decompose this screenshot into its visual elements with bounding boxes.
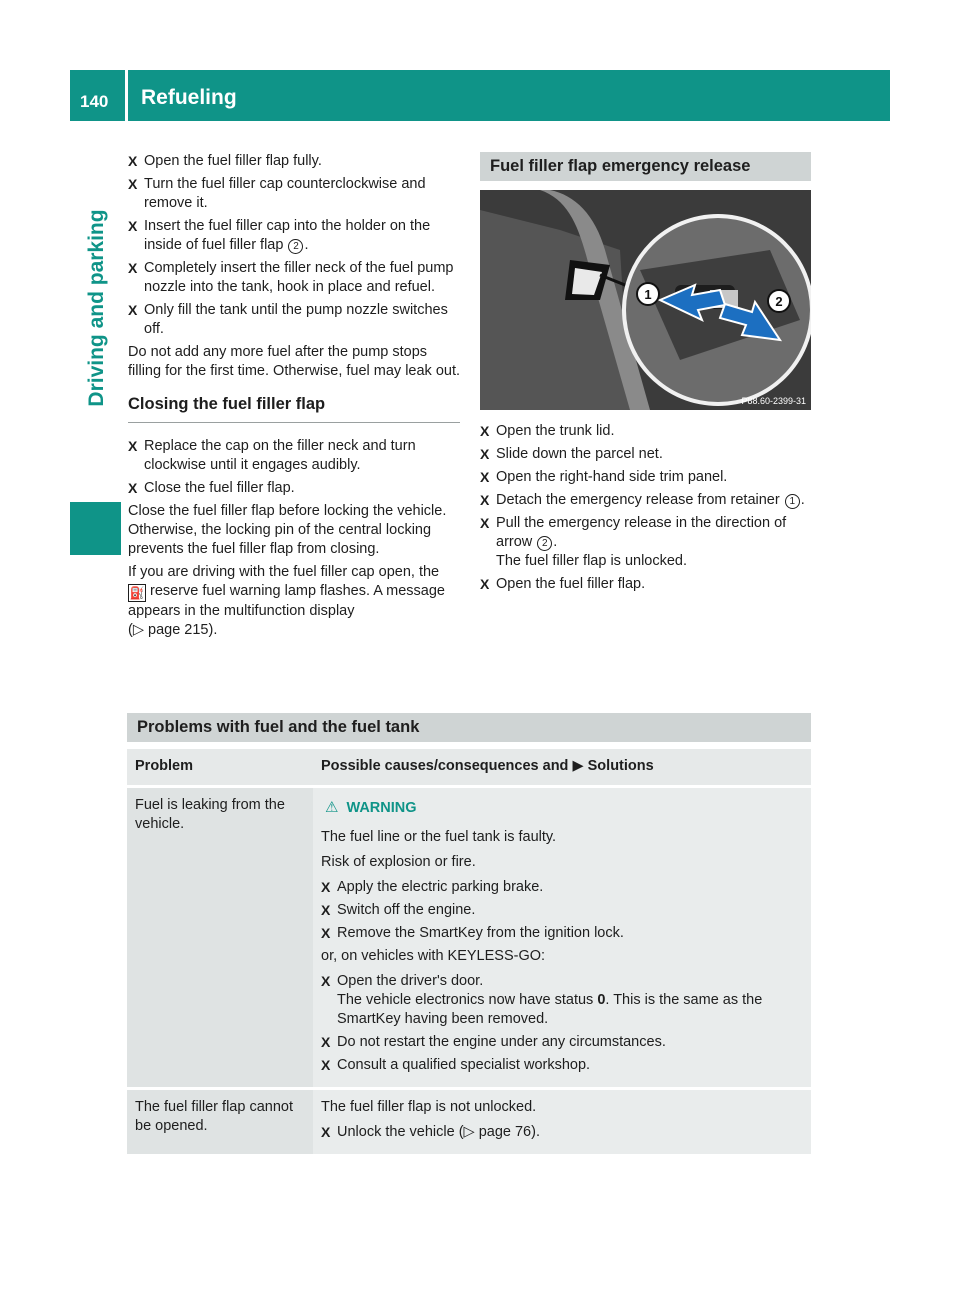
step-arrow-icon: X	[128, 218, 138, 234]
step: X Do not restart the engine under any circumstances.	[321, 1034, 666, 1050]
step-arrow-icon: X	[321, 1124, 331, 1140]
column-header-causes: Possible causes/consequences and ▶ Solutions	[313, 749, 811, 785]
solution-arrow-icon: ▶	[572, 758, 584, 774]
table-header-row	[127, 749, 811, 785]
side-tab-label: Driving and parking	[85, 209, 108, 407]
paragraph: The fuel filler flap is not unlocked.	[321, 1099, 537, 1115]
step: X Slide down the parcel net.	[480, 446, 663, 462]
paragraph: or, on vehicles with KEYLESS-GO:	[321, 948, 546, 964]
problems-table	[127, 746, 811, 1157]
emergency-release-heading-box	[480, 152, 811, 181]
callout-number: 1	[785, 494, 800, 509]
step: X Open the fuel filler flap fully.	[128, 153, 322, 169]
step-result: The fuel filler flap is unlocked.	[496, 553, 688, 569]
column-header-problem: Problem	[127, 749, 313, 785]
step-arrow-icon: X	[128, 438, 138, 454]
problem-cell: The fuel filler flap cannot be opened.	[127, 1090, 313, 1154]
problems-heading: Problems with fuel and the fuel tank	[137, 718, 420, 736]
step: X Apply the electric parking brake.	[321, 879, 544, 895]
callout-number: 2	[288, 239, 303, 254]
emergency-release-photo	[480, 190, 811, 410]
paragraph: Risk of explosion or fire.	[321, 854, 476, 870]
step: X Turn the fuel filler cap counterclockwise and remove it.	[128, 176, 426, 211]
step: X Switch off the engine.	[321, 902, 476, 918]
step: X Replace the cap on the filler neck and turn clockwise until it engages audibly.	[128, 438, 416, 473]
step: X Open the driver's door. The vehicle electronics now have status 0. This is the same as the SmartKey having been removed.	[321, 973, 763, 1027]
trunk-photo-illustration	[480, 190, 811, 410]
step-arrow-icon: X	[128, 260, 138, 276]
page-number: 140	[80, 92, 109, 111]
paragraph: The fuel line or the fuel tank is faulty.	[321, 829, 557, 845]
step-arrow-icon: X	[321, 879, 331, 895]
table-row	[127, 1090, 811, 1154]
right-column	[480, 422, 812, 598]
page-reference: (▷ page 215).	[128, 622, 218, 638]
step-arrow-icon: X	[128, 153, 138, 169]
step: X Consult a qualified specialist workshop.	[321, 1057, 591, 1073]
step-arrow-icon: X	[321, 925, 331, 941]
callout-number: 2	[537, 536, 552, 551]
step-arrow-icon: X	[128, 176, 138, 192]
step: X Detach the emergency release from retainer 1 .	[480, 492, 805, 508]
paragraph: Do not add any more fuel after the pump stops filling for the first time. Otherwise, fuel may leak out.	[128, 344, 461, 379]
fuel-pump-icon: ⛽	[129, 586, 145, 600]
problems-heading-box	[127, 713, 811, 742]
problem-cell: Fuel is leaking from the vehicle.	[127, 788, 313, 1087]
step: X Pull the emergency release in the direction of arrow 2 . The fuel filler flap is unlocked.	[480, 515, 787, 569]
step-arrow-icon: X	[321, 1034, 331, 1050]
step: X Open the right-hand side trim panel.	[480, 469, 728, 485]
step-arrow-icon: X	[480, 492, 490, 508]
step-arrow-icon: X	[321, 973, 331, 989]
step: X Only fill the tank until the pump nozzle switches off.	[128, 302, 448, 337]
causes-cell	[313, 788, 811, 1087]
table-row	[127, 788, 811, 1087]
causes-cell	[313, 1090, 811, 1154]
step-arrow-icon: X	[480, 423, 490, 439]
side-tab-marker	[70, 502, 121, 555]
step: X Remove the SmartKey from the ignition lock.	[321, 925, 624, 941]
step-arrow-icon: X	[480, 469, 490, 485]
step-arrow-icon: X	[321, 1057, 331, 1073]
section-title: Refueling	[141, 86, 237, 109]
step: X Unlock the vehicle (▷ page 76).	[321, 1124, 540, 1140]
photo-callout-2: 2	[775, 294, 783, 309]
paragraph: If you are driving with the fuel filler cap open, the ⛽ reserve fuel warning lamp flashes. A message appears in the multifunction display (▷ page 215).	[128, 564, 445, 638]
step: X Completely insert the filler neck of the fuel pump nozzle into the tank, hook in place and refuel.	[128, 260, 454, 295]
warning-heading: ⚠ WARNING	[325, 799, 417, 816]
emergency-release-heading: Fuel filler flap emergency release	[490, 157, 751, 175]
photo-code: P88.60-2399-31	[741, 396, 806, 406]
step-arrow-icon: X	[480, 576, 490, 592]
step: X Open the trunk lid.	[480, 423, 615, 439]
photo-callout-1: 1	[644, 287, 652, 302]
paragraph: Close the fuel filler flap before locking the vehicle. Otherwise, the locking pin of the central locking prevents the fuel filler flap from closing.	[128, 503, 447, 557]
step-arrow-icon: X	[128, 480, 138, 496]
closing-heading: Closing the fuel filler flap	[128, 395, 460, 423]
warning-triangle-icon: ⚠	[325, 799, 339, 816]
step-arrow-icon: X	[128, 302, 138, 318]
step: X Close the fuel filler flap.	[128, 480, 295, 496]
left-column	[128, 152, 460, 644]
step-arrow-icon: X	[480, 446, 490, 462]
step-arrow-icon: X	[321, 902, 331, 918]
step: X Insert the fuel filler cap into the holder on the inside of fuel filler flap 2 .	[128, 218, 431, 253]
step: X Open the fuel filler flap.	[480, 576, 646, 592]
step-arrow-icon: X	[480, 515, 490, 531]
header-divider	[125, 70, 128, 121]
